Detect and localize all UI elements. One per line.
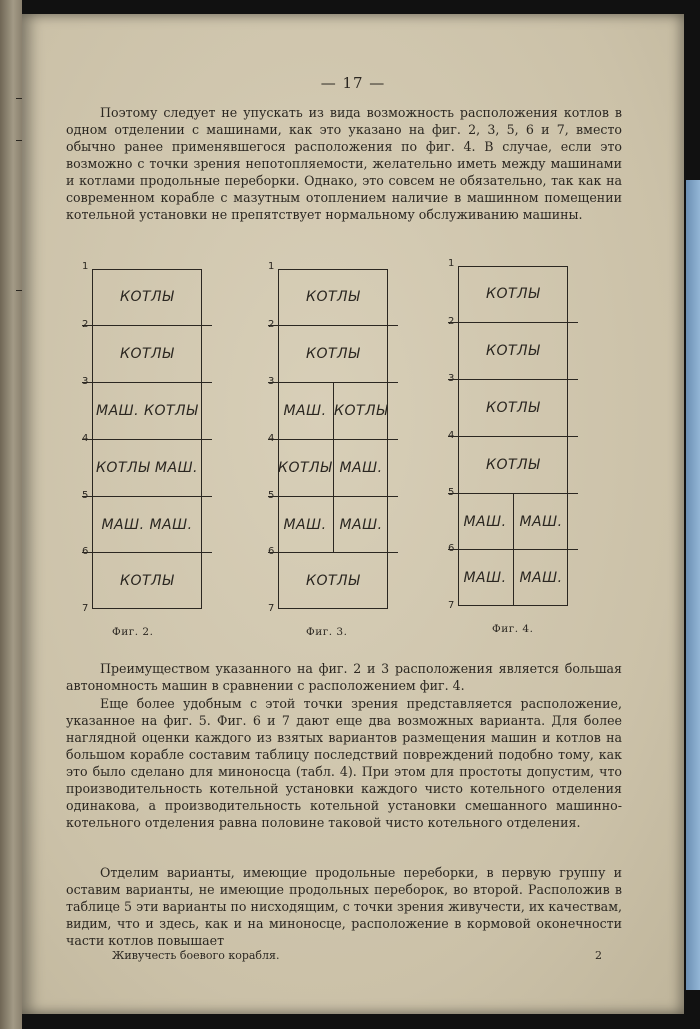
bulkhead-mark: 6 (268, 546, 275, 557)
compartment-label: МАШ. (519, 514, 563, 530)
compartment-label: КОТЛЫ (120, 346, 174, 362)
bulkhead-mark: 1 (448, 258, 455, 269)
compartment-label: КОТЛЫ (486, 400, 540, 416)
compartment-label: КОТЛЫ (120, 573, 174, 589)
bulkhead-mark: 5 (448, 487, 455, 498)
compartment-label: КОТЛЫ (306, 289, 360, 305)
bulkhead-mark: 6 (448, 543, 455, 554)
footer-book-title: Живучесть боевого корабля. (112, 949, 280, 962)
compartment-label: МАШ. (283, 403, 327, 419)
bulkhead-mark: 2 (82, 319, 89, 330)
figure-2 (82, 261, 212, 614)
bulkhead-mark: 7 (448, 600, 455, 611)
bulkhead-mark: 4 (448, 430, 455, 441)
compartment-label: МАШ. МАШ. (101, 517, 193, 533)
compartment-label: МАШ. (283, 517, 327, 533)
book-page (22, 14, 684, 1014)
compartment-label: МАШ. (463, 514, 507, 530)
paragraph-2: Преимуществом указанного на фиг. 2 и 3 расположения является большая автономность машин в сравнении с расположением фиг. 4. (66, 661, 622, 693)
paragraph-1: Поэтому следует не упускать из вида возможность расположения котлов в одном отделении с машинами, как это указано на фиг. 2, 3, 5, 6 и 7, вместо обычно ранее применявшегося расположения по фиг. 4. В случае, если это возможно с точки зрения непотопляемости, желательно иметь между машинами и котлами продольные переборки. Однако, это совсем не обязательно, так как на современном корабле с мазутным отоплением наличие в машинном помещении котельной установки не препятствует нормальному обслуживанию машины. (66, 105, 622, 222)
bulkhead-mark: 2 (268, 319, 275, 330)
bulkhead-mark: 3 (268, 376, 275, 387)
compartment-label: КОТЛЫ (278, 460, 332, 476)
figure-caption: Фиг. 4. (492, 623, 534, 635)
compartment-label: МАШ. (339, 517, 383, 533)
page-footer (112, 949, 602, 962)
blue-cover-edge (686, 180, 700, 990)
compartment-label: КОТЛЫ (486, 286, 540, 302)
compartment-label: МАШ. (519, 570, 563, 586)
bulkhead-mark: 1 (82, 261, 89, 272)
figure-caption: Фиг. 3. (306, 626, 348, 638)
figure-caption: Фиг. 2. (112, 626, 154, 638)
compartment-label: КОТЛЫ (486, 343, 540, 359)
bulkhead-mark: 3 (82, 376, 89, 387)
adjacent-page-edge (0, 0, 22, 1029)
compartment-label: КОТЛЫ (306, 573, 360, 589)
bulkhead-mark: 1 (268, 261, 275, 272)
paragraph-3: Еще более удобным с этой точки зрения представляется расположение, указанное на фиг. 5. Фиг. 6 и 7 дают еще два возможных варианта. Для более наглядной оценки каждого из взятых вариантов размещения машин и котлов на большом корабле составим таблицу последствий повреждений подобно тому, как это было сделано для миноносца (табл. 4). При этом для простоты допустим, что производительность котельной установки каждого чисто котельного отделения одинакова, а производительность котельной установки смешанного машинно-котельного отделения равна половине таковой чисто котельного отделения. (66, 696, 622, 830)
compartment-label: МАШ. КОТЛЫ (95, 403, 199, 419)
compartment-label: КОТЛЫ (306, 346, 360, 362)
compartment-label: КОТЛЫ (334, 403, 388, 419)
bulkhead-mark: 5 (82, 490, 89, 501)
paragraph-4: Отделим варианты, имеющие продольные переборки, в первую группу и оставим варианты, не имеющие продольных переборок, во второй. Расположив в таблице 5 эти варианты по нисходящим, с точки зрения живучести, их качествам, видим, что и здесь, как и на миноносце, расположение в кормовой оконечности части котлов повышает (66, 865, 622, 948)
figure-3 (268, 261, 398, 614)
compartment-label: КОТЛЫ МАШ. (95, 460, 199, 476)
bulkhead-mark: 2 (448, 316, 455, 327)
figure-4 (448, 258, 578, 611)
compartment-label: МАШ. (463, 570, 507, 586)
footer-signature-number: 2 (595, 949, 602, 962)
bulkhead-mark: 5 (268, 490, 275, 501)
compartment-label: КОТЛЫ (120, 289, 174, 305)
bulkhead-mark: 4 (268, 433, 275, 444)
compartment-label: КОТЛЫ (486, 457, 540, 473)
bulkhead-mark: 7 (268, 603, 275, 614)
bulkhead-mark: 6 (82, 546, 89, 557)
compartment-label: МАШ. (339, 460, 383, 476)
page-number: — 17 — (320, 74, 386, 92)
bulkhead-mark: 4 (82, 433, 89, 444)
bulkhead-mark: 3 (448, 373, 455, 384)
bulkhead-mark: 7 (82, 603, 89, 614)
